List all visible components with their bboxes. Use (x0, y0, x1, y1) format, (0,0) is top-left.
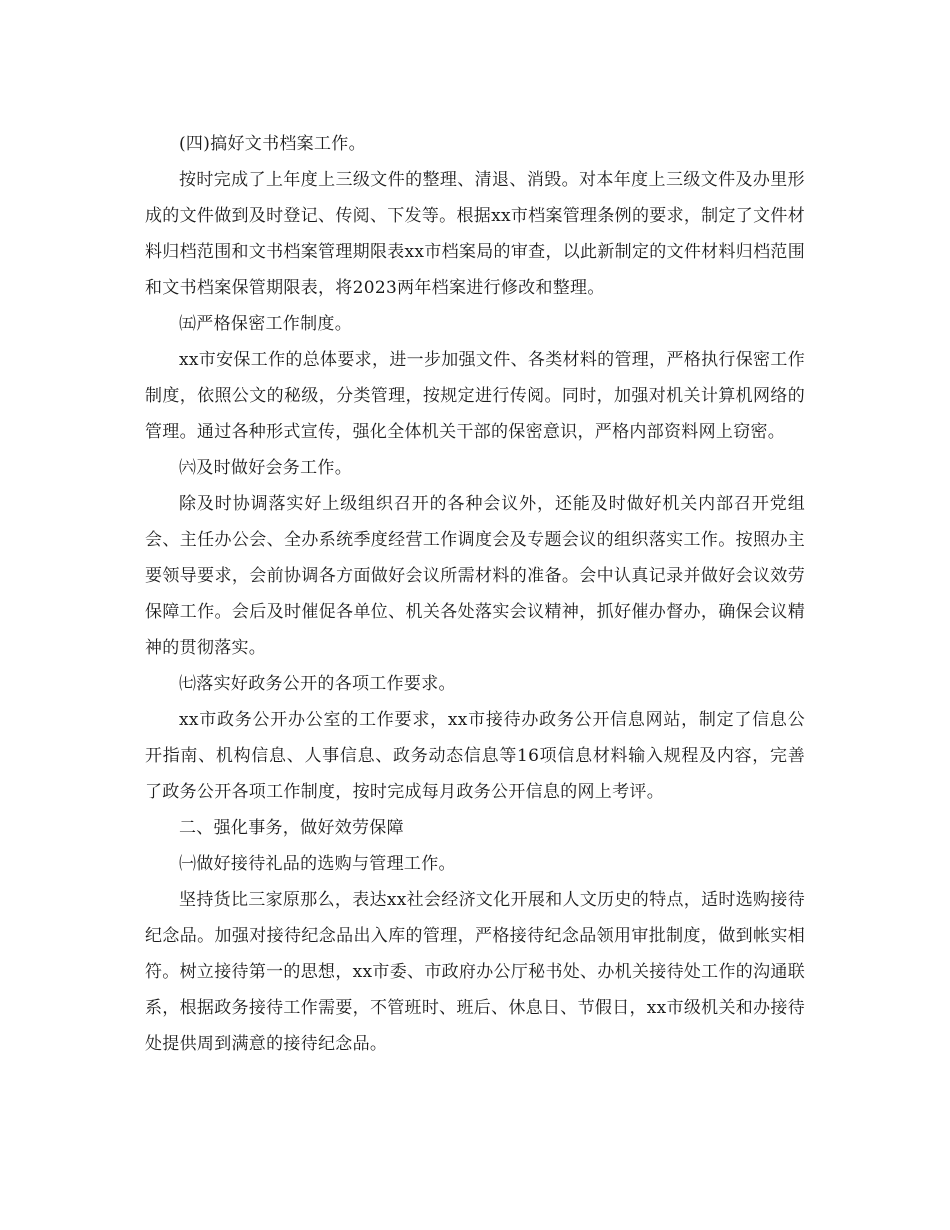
section-heading-public-affairs: ㈦落实好政务公开的各项工作要求。 (179, 674, 456, 694)
paragraph-meetings: 除及时协调落实好上级组织召开的各种会议外，还能及时做好机关内部召开党组会、主任办公会、全办系统季度经营工作调度会及专题会议的组织落实工作。按照办主要领导要求，会前协调各方面做好会议所需材料的准备。会中认真记录并做好会议效劳保障工作。会后及时催促各单位、机关各处落实会议精神，抓好催办督办，确保会议精神的贯彻落实。 (145, 494, 805, 658)
section-heading-archives: (四)搞好文书档案工作。 (179, 134, 366, 154)
paragraph-public-affairs: xx市政务公开办公室的工作要求，xx市接待办政务公开信息网站，制定了信息公开指南、机构信息、人事信息、政务动态信息等16项信息材料输入规程及内容，完善了政务公开各项工作制度，按时完成每月政务公开信息的网上考评。 (145, 710, 805, 802)
paragraph-confidentiality: xx市安保工作的总体要求，进一步加强文件、各类材料的管理，严格执行保密工作制度，依照公文的秘级，分类管理，按规定进行传阅。同时，加强对机关计算机网络的管理。通过各种形式宣传，强化全体机关干部的保密意识，严格内部资料网上窃密。 (145, 350, 805, 442)
section-heading-meetings: ㈥及时做好会务工作。 (179, 458, 352, 478)
paragraph-archives: 按时完成了上年度上三级文件的整理、清退、消毁。对本年度上三级文件及办里形成的文件做到及时登记、传阅、下发等。根据xx市档案管理条例的要求，制定了文件材料归档范围和文书档案管理期限表xx市档案局的审查，以此新制定的文件材料归档范围和文书档案保管期限表，将2023两年档案进行修改和整理。 (145, 170, 805, 298)
section-heading-gifts: ㈠做好接待礼品的选购与管理工作。 (179, 854, 456, 874)
document-body (145, 126, 805, 1062)
section-heading-confidentiality: ㈤严格保密工作制度。 (179, 314, 352, 334)
section-heading-affairs: 二、强化事务，做好效劳保障 (179, 818, 404, 838)
paragraph-gifts: 坚持货比三家原那么，表达xx社会经济文化开展和人文历史的特点，适时选购接待纪念品。加强对接待纪念品出入库的管理，严格接待纪念品领用审批制度，做到帐实相符。树立接待第一的思想，xx市委、市政府办公厅秘书处、办机关接待处工作的沟通联系，根据政务接待工作需要，不管班时、班后、休息日、节假日，xx市级机关和办接待处提供周到满意的接待纪念品。 (145, 890, 805, 1054)
